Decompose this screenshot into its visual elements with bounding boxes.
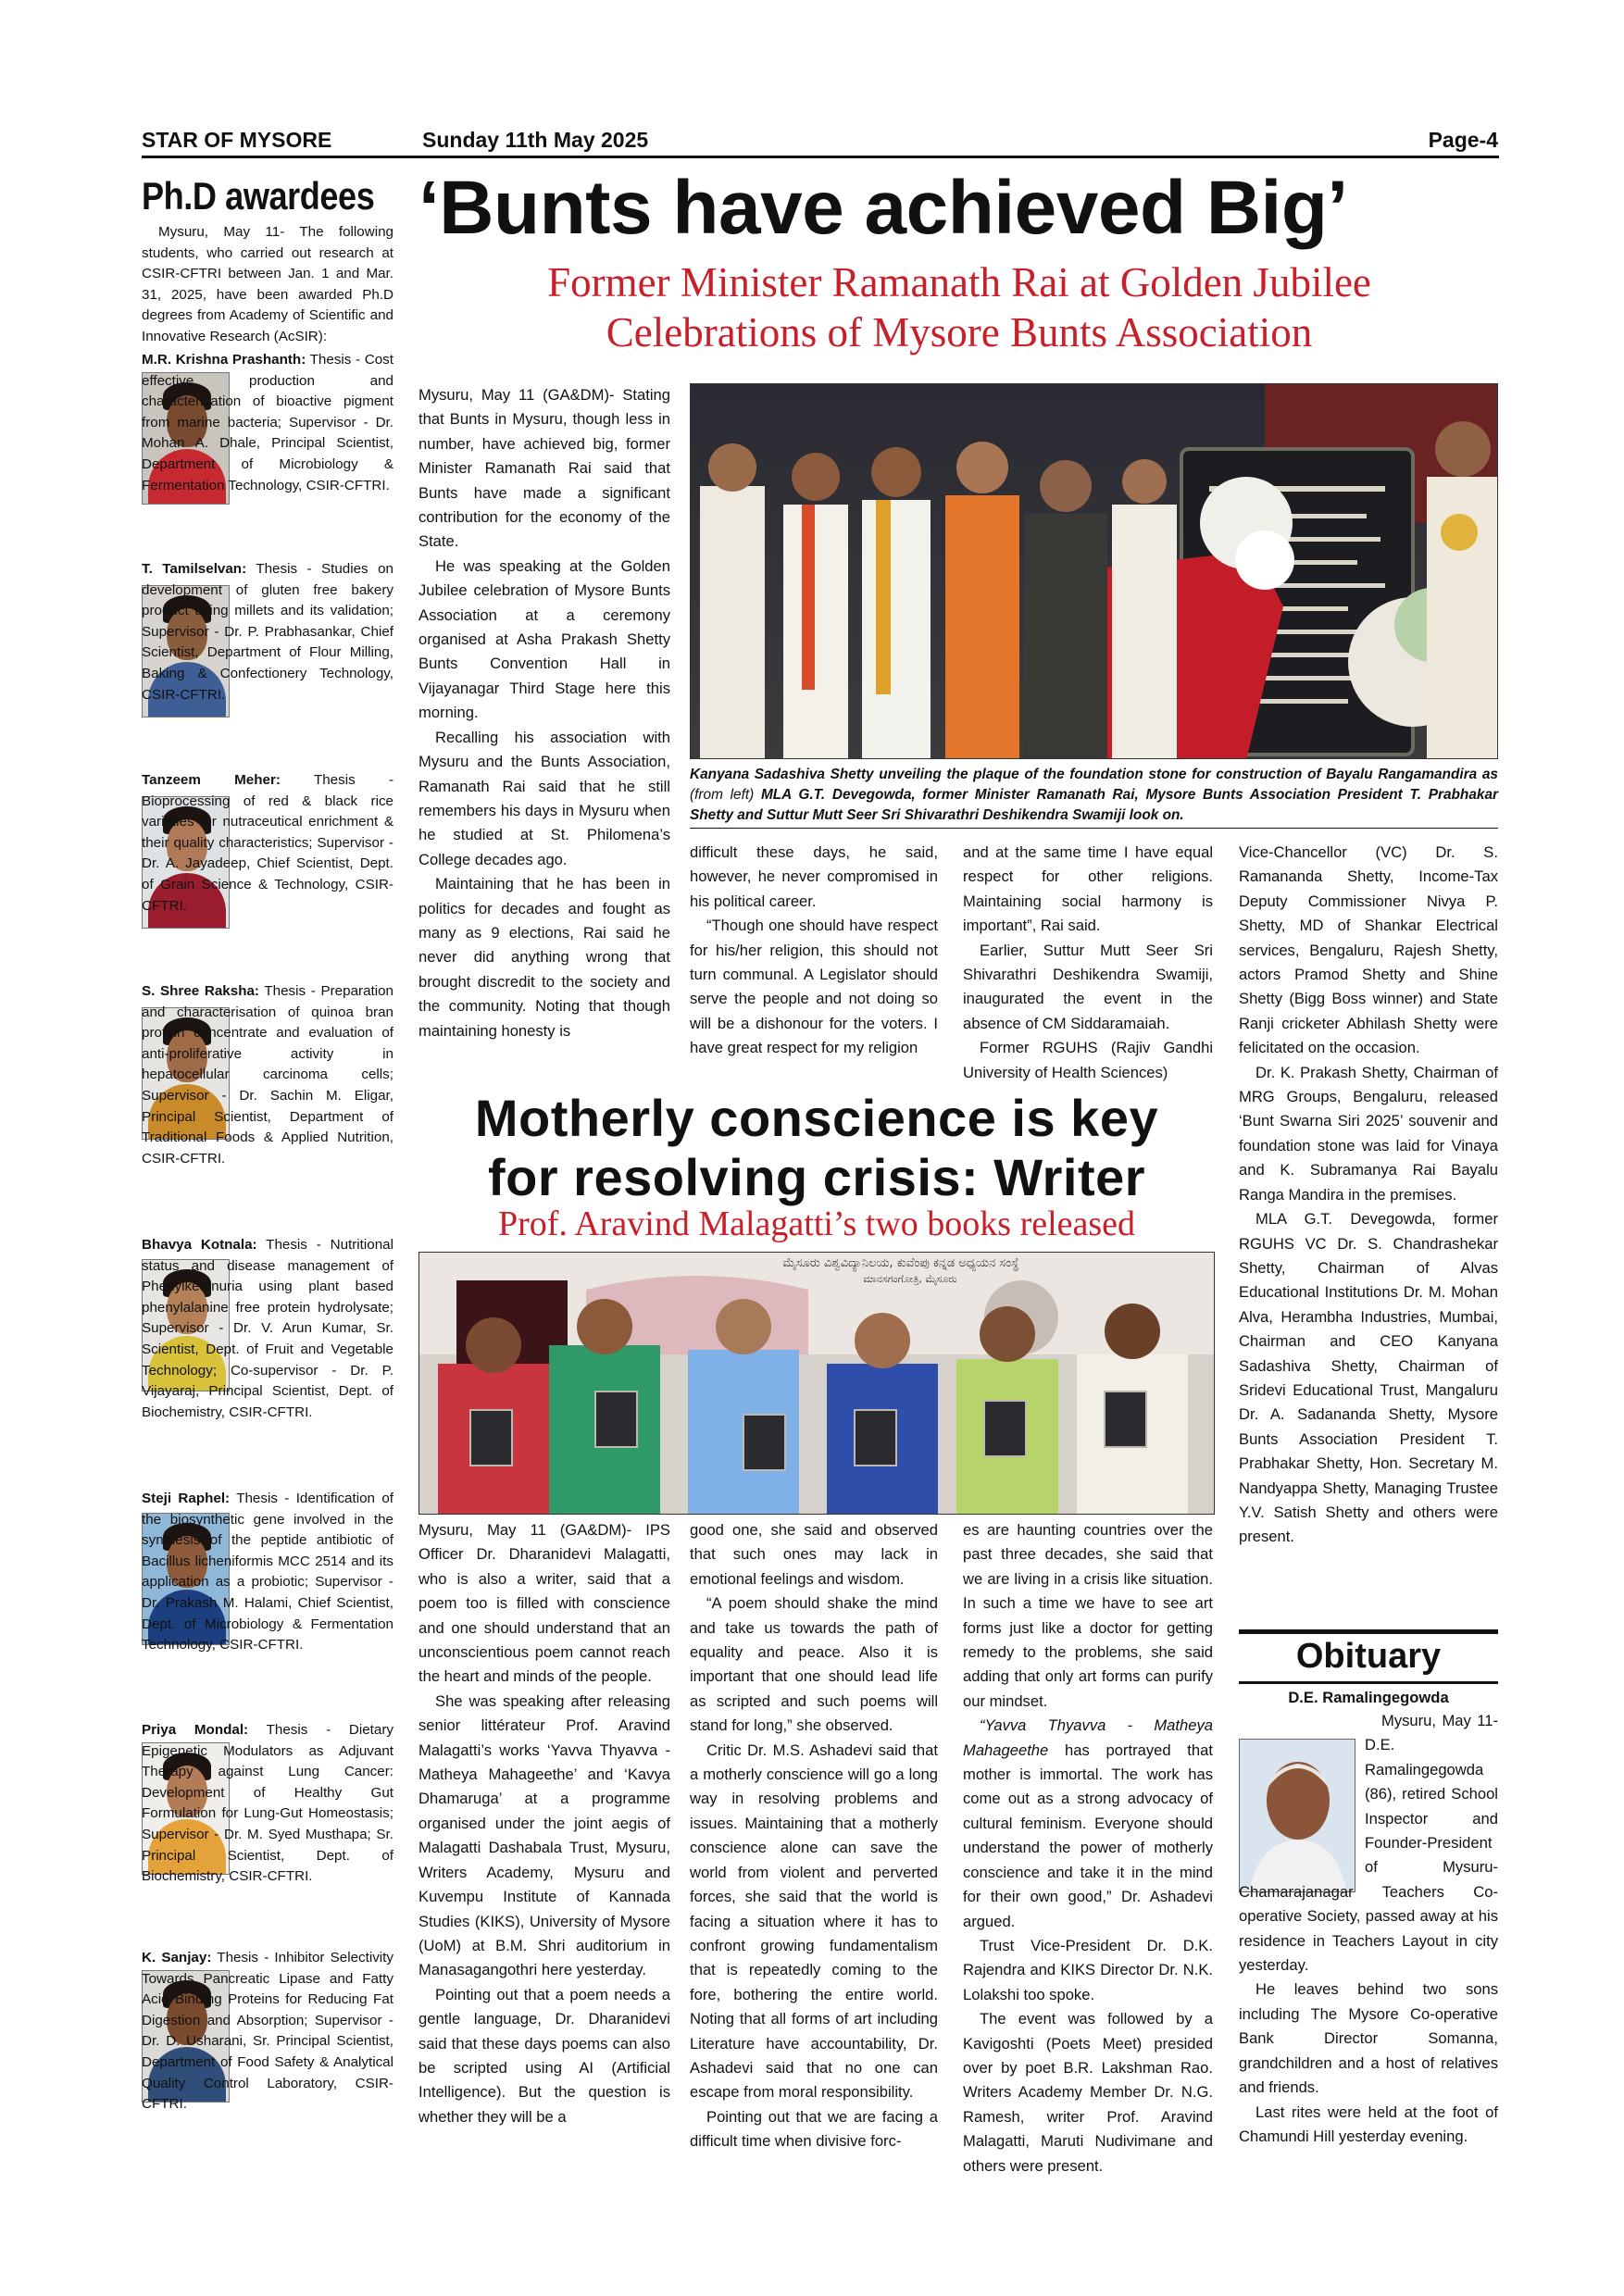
obituary-name: D.E. Ramalingegowda (1288, 1689, 1449, 1706)
awardee-name: Bhavya Kotnala: (142, 1237, 257, 1253)
banner-line-2: ಮಾನಸಗಂಗೋತ್ರಿ, ಮೈಸೂರು (863, 1273, 957, 1285)
bunts-subhead-line-1: Former Minister Ramanath Rai at Golden Jubilee (547, 259, 1371, 306)
paragraph: Vice-Chancellor (VC) Dr. S. Ramananda Shetty, Income-Tax Deputy Commissioner Nivya P. Shetty, MD of Shankar Electrical services, Bengaluru, Rajesh Shetty, actors Pramod Shetty and Shine Shetty (Bigg Boss winner) and State Ranji cricketer Abhilash Shetty were felicitated on the occasion. (1239, 843, 1498, 1057)
obituary-top-rule (1239, 1629, 1498, 1634)
paragraph: Pointing out that a poem needs a gentle language, Dr. Dharanidevi said that these days poems can also be scripted using AI (Artificial Intelligence). But the question is whether they will be a (418, 1985, 670, 2126)
paragraph: difficult these days, he said, however, he never compromised in his political career. (690, 843, 938, 910)
caption-rule (690, 828, 1498, 829)
paragraph: MLA G.T. Devegowda, former RGUHS VC Dr. S. Chandrashekar Shetty, Chairman of Alvas Educational Institutions Dr. M. Mohan Alva, Herambha Industries, Mumbai, Chairman and CEO Kanyana Sadashiva Shetty, Chairman of Sridevi Educational Trust, Mangaluru Dr. A. Sadananda Shetty, Mysore Bunts Association President T. Prabhakar Shetty, Hon. Secretary M. Nandyappa Shetty, Managing Trustee Y.V. Satish Shetty and others were present. (1239, 1210, 1498, 1546)
mother-col-1 (418, 1518, 670, 2129)
awardee-name: Steji Raphel: (142, 1491, 231, 1506)
mother-headline-line-2: for resolving crisis: Writer (487, 1148, 1146, 1206)
obituary-body (1239, 1709, 1498, 2149)
paragraph: Mysuru, May 11 (GA&DM)- IPS Officer Dr. Dharanidevi Malagatti, who is also a writer, said that a poem too is filled with conscience and one should understand that an unconscientious poem cannot reach the heart and minds of the people. (418, 1521, 670, 1686)
awardee-entry (142, 981, 394, 1169)
awardee-entry (142, 350, 394, 496)
awardee-entry (142, 1489, 394, 1656)
book-title: “Yavva Thyavva - Matheya Mahageethe (963, 1716, 1213, 1759)
phd-title: Ph.D awardees (142, 174, 375, 218)
awardee-entry (142, 1720, 394, 1888)
paragraph: Trust Vice-President Dr. D.K. Rajendra and KIKS Director Dr. N.K. Lolakshi too spoke. (963, 1936, 1213, 2003)
awardee-entry (142, 770, 394, 917)
paragraph: She was speaking after releasing senior littérateur Prof. Aravind Malagatti’s works ‘Yavva Thyavva - Matheya Mahageethe’ and ‘Kavya Dhamaruga’ at a programme organised under the joint aegis of Malagatti Dashabala Trust, Mysuru, Writers Academy, Mysuru and Kuvempu Institute of Kannada Studies (KIKS), University of Mysore (UoM) at B.M. Shri auditorium in Manasagangothri here yesterday. (418, 1691, 670, 1979)
awardee-entry (142, 1235, 394, 1423)
bunts-subhead (418, 257, 1500, 357)
awardee-name: K. Sanjay: (142, 1950, 212, 1965)
paragraph: He was speaking at the Golden Jubilee celebration of Mysore Bunts Association at a ceremony organised at Asha Prakash Shetty Bunts Convention Hall in Vijayanagar Third Stage here this morning. (418, 556, 670, 722)
bunts-photo-illustration (691, 384, 1498, 759)
paragraph: “A poem should shake the mind and take us towards the path of equality and peace. Also it is important that one should lead life as scripted and such poems will stand for long,” she observed. (690, 1594, 938, 1735)
paragraph: good one, she said and observed that such ones may lack in emotional feelings and wisdom. (690, 1521, 938, 1588)
awardee-name: M.R. Krishna Prashanth: (142, 352, 306, 368)
paragraph: es are haunting countries over the past three decades, she said that we are living in a crisis like situation. In such a time we have to see art forms just like a doctor for getting remedy to the problems, she said adding that only art forms can purify our mindset. (963, 1521, 1213, 1710)
bunts-subhead-line-2: Celebrations of Mysore Bunts Association (606, 309, 1313, 356)
bunts-col-3 (963, 841, 1213, 1085)
mother-photo-illustration (419, 1253, 1215, 1515)
paragraph: Recalling his association with Mysuru and the Bunts Association, Ramanath Rai said that he still remembers his days in Mysuru when he studied at St. Philomena’s College decades ago. (418, 728, 670, 868)
photo-wrap-spacer (1239, 1709, 1365, 1865)
awardee-thesis: Thesis - Bioprocessing of red & black rice varieties for nutraceutical enrichment & their quality characteristics; Supervisor - Dr. A. Jayadeep, Chief Scientist, Dept. of Grain Science & Technology, CSIR-CFTRI. (142, 772, 394, 914)
bunts-col-1 (418, 383, 670, 1043)
mother-col-2 (690, 1518, 938, 2154)
bunts-headline: ‘Bunts have achieved Big’ (418, 166, 1348, 250)
paragraph: Earlier, Suttur Mutt Seer Sri Shivarathri Deshikendra Swamiji, inaugurated the event in the absence of CM Siddaramaiah. (963, 941, 1213, 1032)
paragraph: and at the same time I have equal respect for other religions. Maintaining social harmony is important”, Rai said. (963, 843, 1213, 935)
mother-col-3 (963, 1518, 1213, 2178)
paragraph: Critic Dr. M.S. Ashadevi said that a motherly conscience will go a long way in resolving problems and issues. Maintaining that a motherly conscience alone can save the world from violent and perverted forces, she said that the world is facing a situation where it has to confront growing fundamentalism that is repeatedly coming to the fore, bothering the entire world. Noting that all forms of art including Literature have accountability, Dr. Ashadevi said that no one can escape from moral responsibility. (690, 1741, 938, 2102)
obituary-title: Obituary (1295, 1637, 1442, 1676)
banner-line-1: ಮೈಸೂರು ವಿಶ್ವವಿದ್ಯಾನಿಲಯ, ಕುವೆಂಪು ಕನ್ನಡ ಅಧ್ಯಯನ ಸಂಸ್ಥೆ (782, 1256, 1019, 1270)
paragraph: The event was followed by a Kavigoshti (Poets Meet) presided over by poet B.R. Lakshman Rao. Writers Academy Member Dr. N.G. Ramesh, writer Prof. Aravind Malagatti, Maruti Nudivimane and others were present. (963, 2010, 1213, 2175)
awardee-entry (142, 1948, 394, 2115)
awardee-name: Priya Mondal: (142, 1722, 249, 1738)
masthead-rule (142, 156, 1499, 158)
paragraph: Former RGUHS (Rajiv Gandhi University of Health Sciences) (963, 1039, 1213, 1081)
awardee-name: S. Shree Raksha: (142, 983, 259, 999)
paragraph: Maintaining that he has been in politics for decades and fought as many as 9 elections, Rai said he never did anything wrong that brought discredit to the society and the community. Noting that though maintaining honesty is (418, 875, 670, 1040)
phd-intro (142, 222, 394, 348)
paragraph: “Though one should have respect for his/her religion, this should not turn communal. A Legislator should serve the people and not doing so will be a dishonour for the voters. I have great respect for my religion (690, 917, 938, 1057)
awardee-thesis: Thesis - Preparation and characterisation of quinoa bran protein concentrate and evaluation of anti-proliferative activity in hepatocellular carcinoma cells; Supervisor - Dr. Sachin M. Eligar, Principal Scientist, Department of Traditional Foods & Applied Nutrition, CSIR-CFTRI. (142, 983, 394, 1167)
awardee-entry (142, 559, 394, 705)
paragraph (963, 1714, 1213, 1934)
obituary-rule (1239, 1681, 1498, 1684)
bunts-col-4 (1239, 841, 1498, 1550)
paragraph: He leaves behind two sons including The Mysore Co-operative Bank Director Somanna, grandchildren and a host of relatives and friends. (1239, 1980, 1498, 2097)
awardee-thesis: Thesis - Inhibitor Selectivity Towards Pancreatic Lipase and Fatty Acid Binding Proteins for Reducing Fat Digestion and Absorption; Supervisor - Dr. D. Usharani, Sr. Principal Scientist, Department of Food Safety & Analytical Quality Control Laboratory, CSIR-CFTRI. (142, 1950, 394, 2113)
mother-photo (418, 1252, 1215, 1515)
bunts-caption-b: (from left) (690, 787, 755, 803)
bunts-caption-a: Kanyana Sadashiva Shetty unveiling the plaque of the foundation stone for construction of Bayalu Rangamandira as (690, 767, 1498, 782)
bunts-col-2 (690, 841, 938, 1061)
awardee-name: Tanzeem Meher: (142, 772, 281, 788)
paragraph: Mysuru, May 11 (GA&DM)- Stating that Bunts in Mysuru, though less in number, have achieved big, former Minister Ramanath Rai said that Bunts have made a significant contribution for the economy of the State. (418, 386, 670, 551)
paragraph: Dr. K. Prakash Shetty, Chairman of MRG Groups, Bengaluru, released ‘Bunt Swarna Siri 2025’ souvenir and foundation stone was laid for Vinaya and K. Subramanya Rai Bayalu Ranga Mandira in the premises. (1239, 1063, 1498, 1204)
awardee-thesis: Thesis - Cost effective production and characterisation of bioactive pigment from marine bacteria; Supervisor - Dr. Mohan A. Dhale, Principal Scientist, Department of Microbiology & Fermentation Technology, CSIR-CFTRI. (142, 352, 394, 493)
phd-intro-text: Mysuru, May 11- The following students, who carried out research at CSIR-CFTRI between Jan. 1 and Mar. 31, 2025, have been awarded Ph.D degrees from Academy of Scientific and Innovative Research (AcSIR): (142, 224, 394, 344)
awardee-thesis: Thesis - Studies on development of gluten free bakery product using millets and its validation; Supervisor - Dr. P. Prabhasankar, Chief Scientist, Department of Flour Milling, Baking & Confectionery Technology, CSIR-CFTRI. (142, 561, 394, 703)
bunts-caption (690, 765, 1498, 826)
paragraph: Last rites were held at the foot of Chamundi Hill yesterday evening. (1239, 2103, 1498, 2145)
paragraph (1239, 1709, 1498, 1978)
awardee-thesis: Thesis - Identification of the biosynthetic gene involved in the synthesis of the peptide antibiotic of Bacillus licheniformis MCC 2514 and its application as a probiotic; Supervisor - Dr. Prakash M. Halami, Chief Scientist, Dept. of Microbiology & Fermentation Technology, CSIR-CFTRI. (142, 1491, 394, 1653)
paper-name: STAR OF MYSORE (142, 128, 332, 152)
mother-headline-line-1: Motherly conscience is key (474, 1089, 1159, 1147)
paragraph-text: has portrayed that mother is immortal. The work has come out as a strong advocacy of cultural feminism. Everyone should understand the power of motherly conscience and take it in the mind for their own good,” Dr. Ashadevi argued. (963, 1741, 1213, 1930)
page-number: Page-4 (1428, 128, 1498, 152)
bunts-caption-c: MLA G.T. Devegowda, former Minister Ramanath Rai, Mysore Bunts Association President T. Prabhakar Shetty and Suttur Mutt Seer Sri Shivarathri Deshikendra Swamiji look on. (690, 787, 1498, 823)
awardee-thesis: Thesis - Dietary Epigenetic Modulators as Adjuvant Therapy against Lung Cancer: Development of Healthy Gut Formulation for Lung-Gut Homeostasis; Supervisor - Dr. M. Syed Musthapa; Sr. Principal Scientist, Dept. of Biochemistry, CSIR-CFTRI. (142, 1722, 394, 1885)
mother-subhead: Prof. Aravind Malagatti’s two books released (497, 1204, 1136, 1243)
obituary-text-1: Mysuru, May 11- D.E. Ramalingegowda (86), retired School Inspector and Founder-President of Mysuru-Chamarajanagar Teachers Co-operative Society, passed away at his residence in Teachers Layout in city yesterday. (1239, 1712, 1498, 1975)
mother-headline (418, 1089, 1215, 1207)
bunts-photo (690, 383, 1498, 759)
paragraph: Pointing out that we are facing a difficult time when divisive forc- (690, 2107, 938, 2151)
awardee-name: T. Tamilselvan: (142, 561, 247, 577)
issue-date: Sunday 11th May 2025 (422, 128, 649, 152)
awardee-thesis: Thesis - Nutritional status and disease management of Phenylketonuria using plant based phenylalanine free protein hydrolysate; Supervisor - Dr. V. Arun Kumar, Sr. Scientist, Dept. of Fruit and Vegetable Technology; Co-supervisor - Dr. P. Vijayaraj, Principal Scientist, Dept. of Biochemistry, CSIR-CFTRI. (142, 1237, 394, 1420)
